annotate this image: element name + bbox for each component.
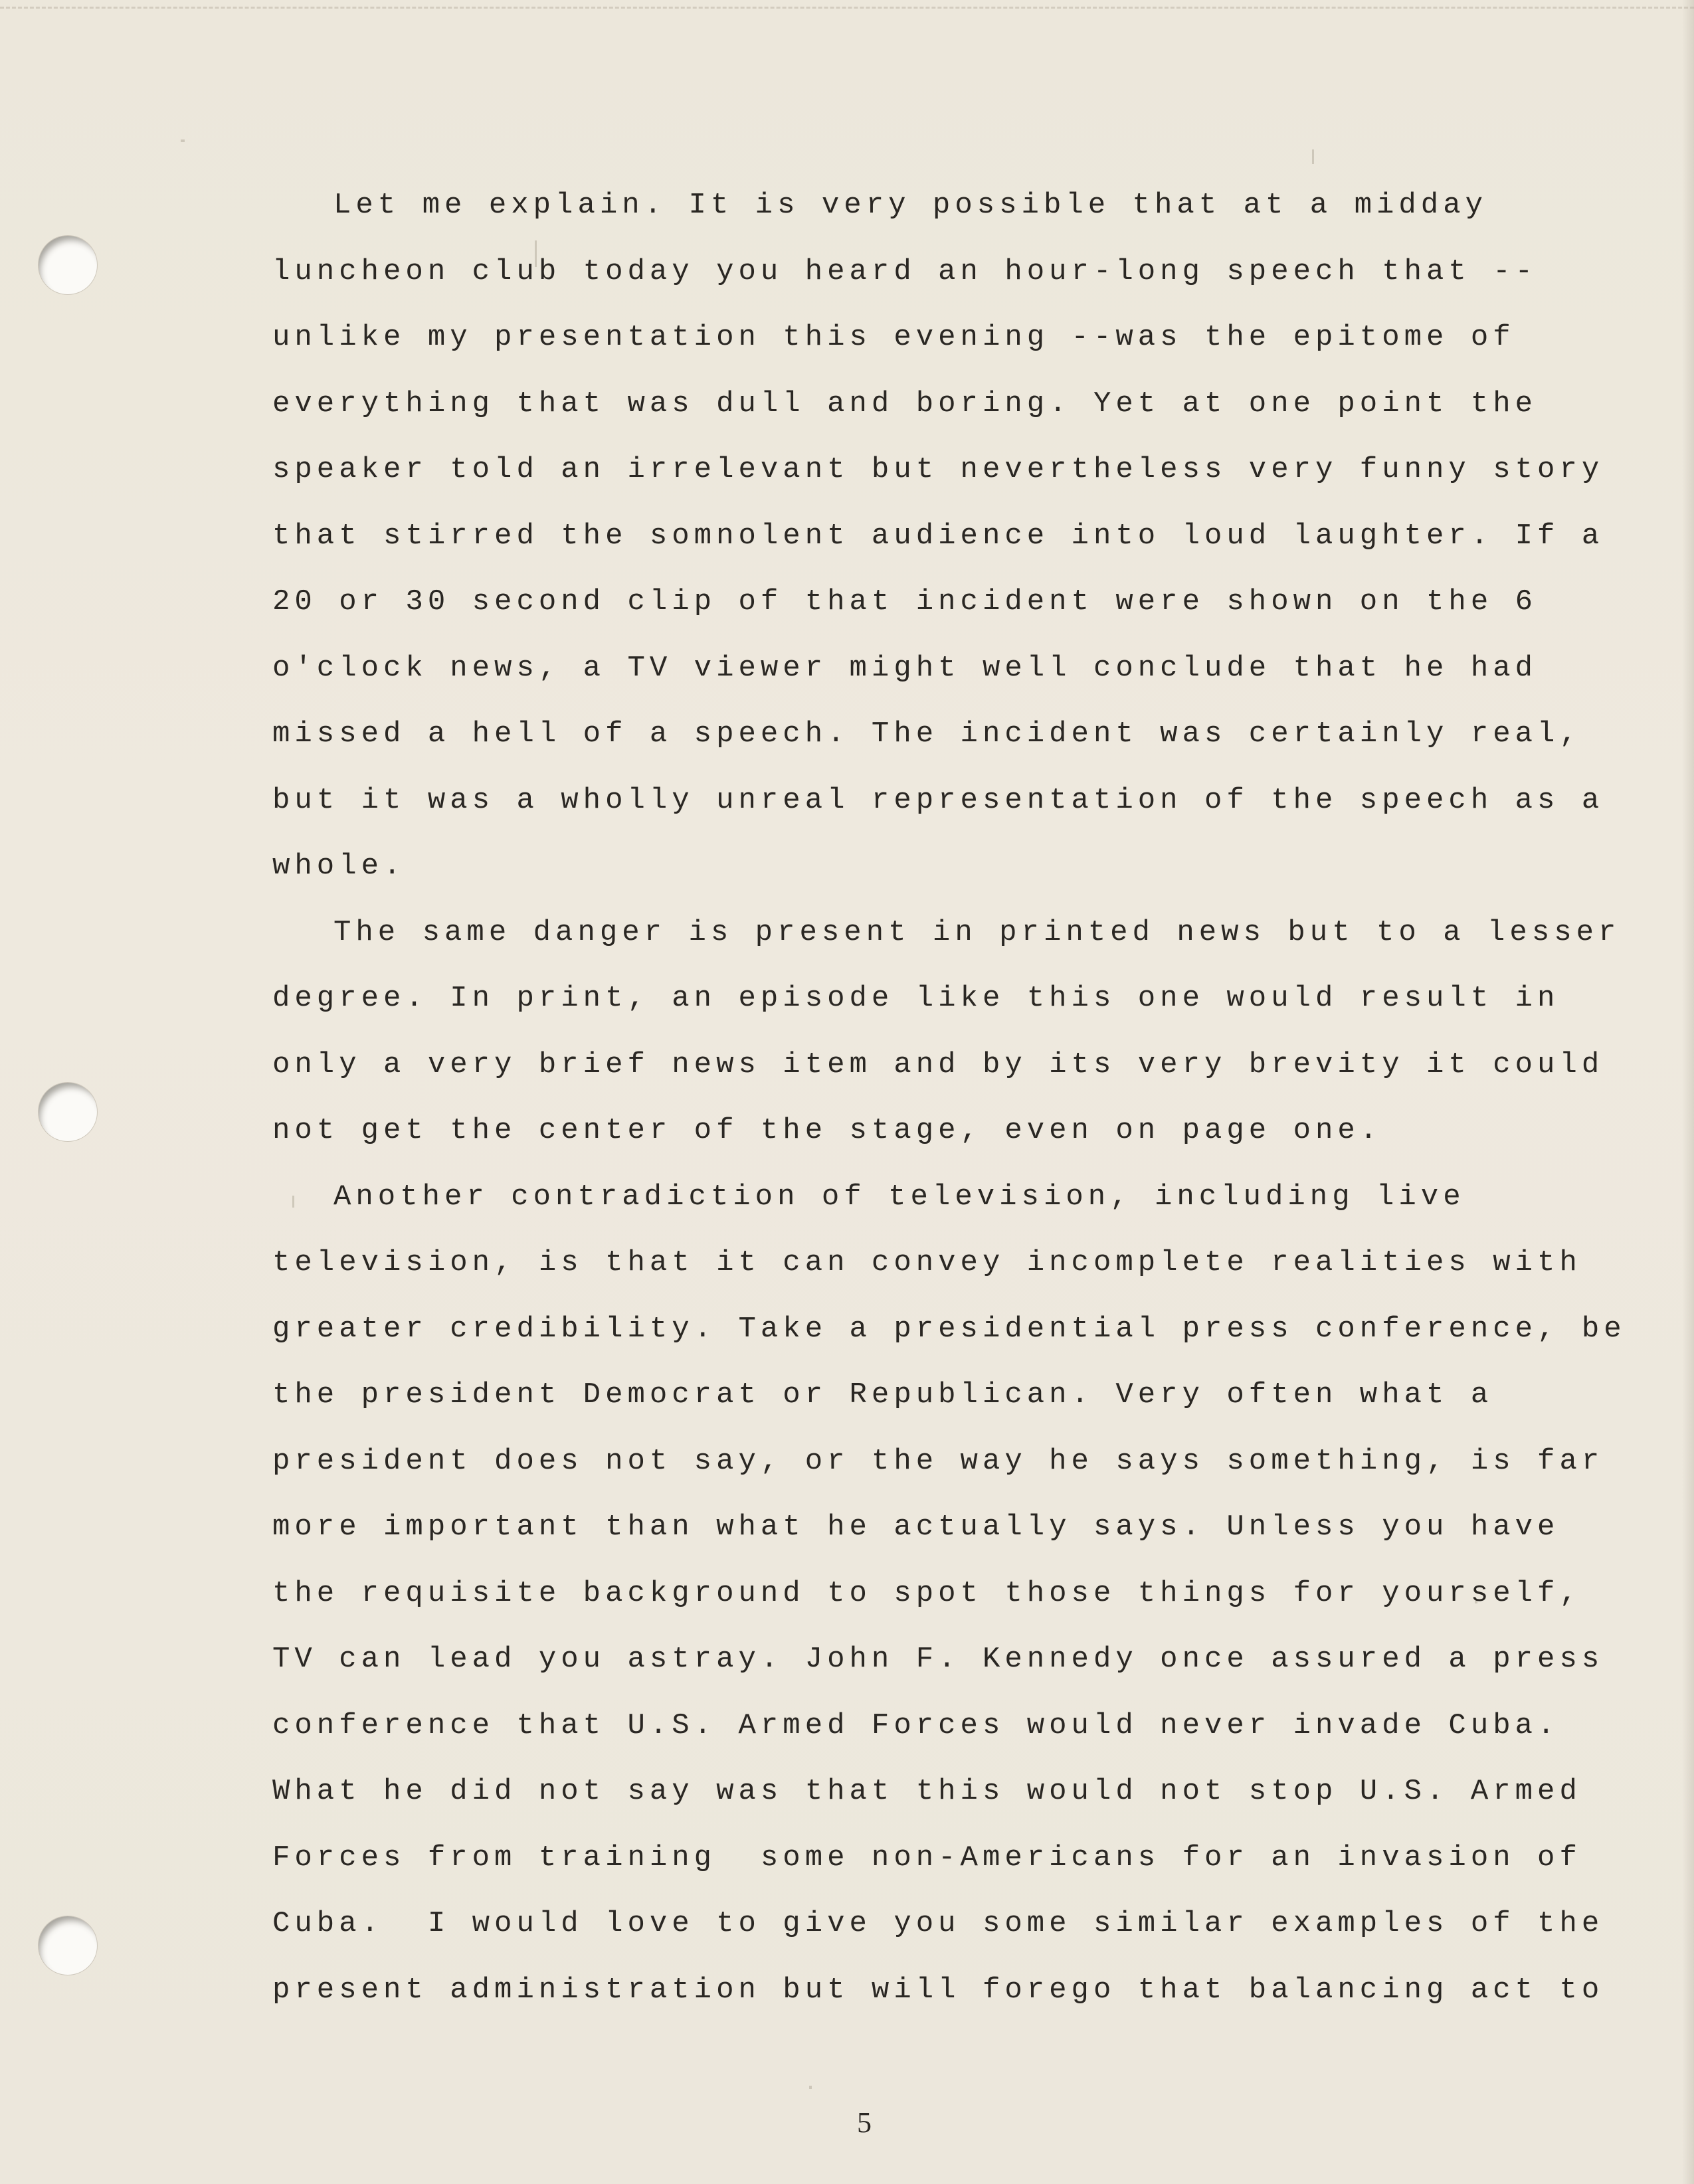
text-line: but it was a wholly unreal representation of the speech as a xyxy=(272,783,1604,817)
text-line: president does not say, or the way he says something, is far xyxy=(272,1444,1604,1478)
paragraph-2 xyxy=(272,900,1621,1164)
text-line: unlike my presentation this evening --was the epitome of xyxy=(272,321,1515,354)
text-line: present administration but will forego that balancing act to xyxy=(272,1973,1604,2007)
text-line: What he did not say was that this would not stop U.S. Armed xyxy=(272,1775,1582,1808)
page-number: 5 xyxy=(857,2106,872,2139)
text-line: Another contradiction of television, including live xyxy=(333,1180,1465,1214)
text-line: Cuba. I would love to give you some similar examples of the xyxy=(272,1907,1604,1940)
text-line: the president Democrat or Republican. Very often what a xyxy=(272,1378,1493,1411)
punch-hole-middle xyxy=(39,1083,97,1141)
text-line: speaker told an irrelevant but nevertheless very funny story xyxy=(272,453,1604,486)
body-text xyxy=(272,173,1626,2023)
text-line: luncheon club today you heard an hour-long speech that -- xyxy=(272,254,1538,288)
paragraph-1 xyxy=(272,173,1604,900)
text-line: Let me explain. It is very possible that at a midday xyxy=(333,189,1488,222)
text-line: everything that was dull and boring. Yet at one point the xyxy=(272,387,1538,420)
paper-speck xyxy=(181,139,185,142)
text-line: 20 or 30 second clip of that incident were shown on the 6 xyxy=(272,585,1538,618)
punch-hole-bottom xyxy=(39,1916,97,1975)
text-line: TV can lead you astray. John F. Kennedy once assured a press xyxy=(272,1643,1604,1676)
text-line: whole. xyxy=(272,850,406,883)
text-line: more important than what he actually says. Unless you have xyxy=(272,1510,1560,1544)
text-line: conference that U.S. Armed Forces would never invade Cuba. xyxy=(272,1708,1560,1742)
paper-speck xyxy=(1312,149,1314,164)
text-line: The same danger is present in printed news but to a lesser xyxy=(333,915,1621,949)
text-line: missed a hell of a speech. The incident was certainly real, xyxy=(272,717,1582,751)
text-line: greater credibility. Take a presidential press conference, be xyxy=(272,1312,1626,1346)
paragraph-3 xyxy=(272,1164,1626,2024)
paper-speck xyxy=(809,2086,812,2089)
text-line: Forces from training some non-Americans for an invasion of xyxy=(272,1841,1582,1874)
page-right-edge xyxy=(1682,0,1694,2184)
text-line: that stirred the somnolent audience into loud laughter. If a xyxy=(272,519,1604,553)
text-line: degree. In print, an episode like this one would result in xyxy=(272,982,1560,1015)
page-top-edge xyxy=(0,0,1694,9)
text-line: not get the center of the stage, even on page one. xyxy=(272,1114,1382,1147)
punch-hole-top xyxy=(39,236,97,294)
text-line: only a very brief news item and by its very brevity it could xyxy=(272,1047,1604,1081)
text-line: television, is that it can convey incomplete realities with xyxy=(272,1246,1582,1279)
text-line: o'clock news, a TV viewer might well conclude that he had xyxy=(272,651,1538,685)
text-line: the requisite background to spot those things for yourself, xyxy=(272,1576,1582,1610)
